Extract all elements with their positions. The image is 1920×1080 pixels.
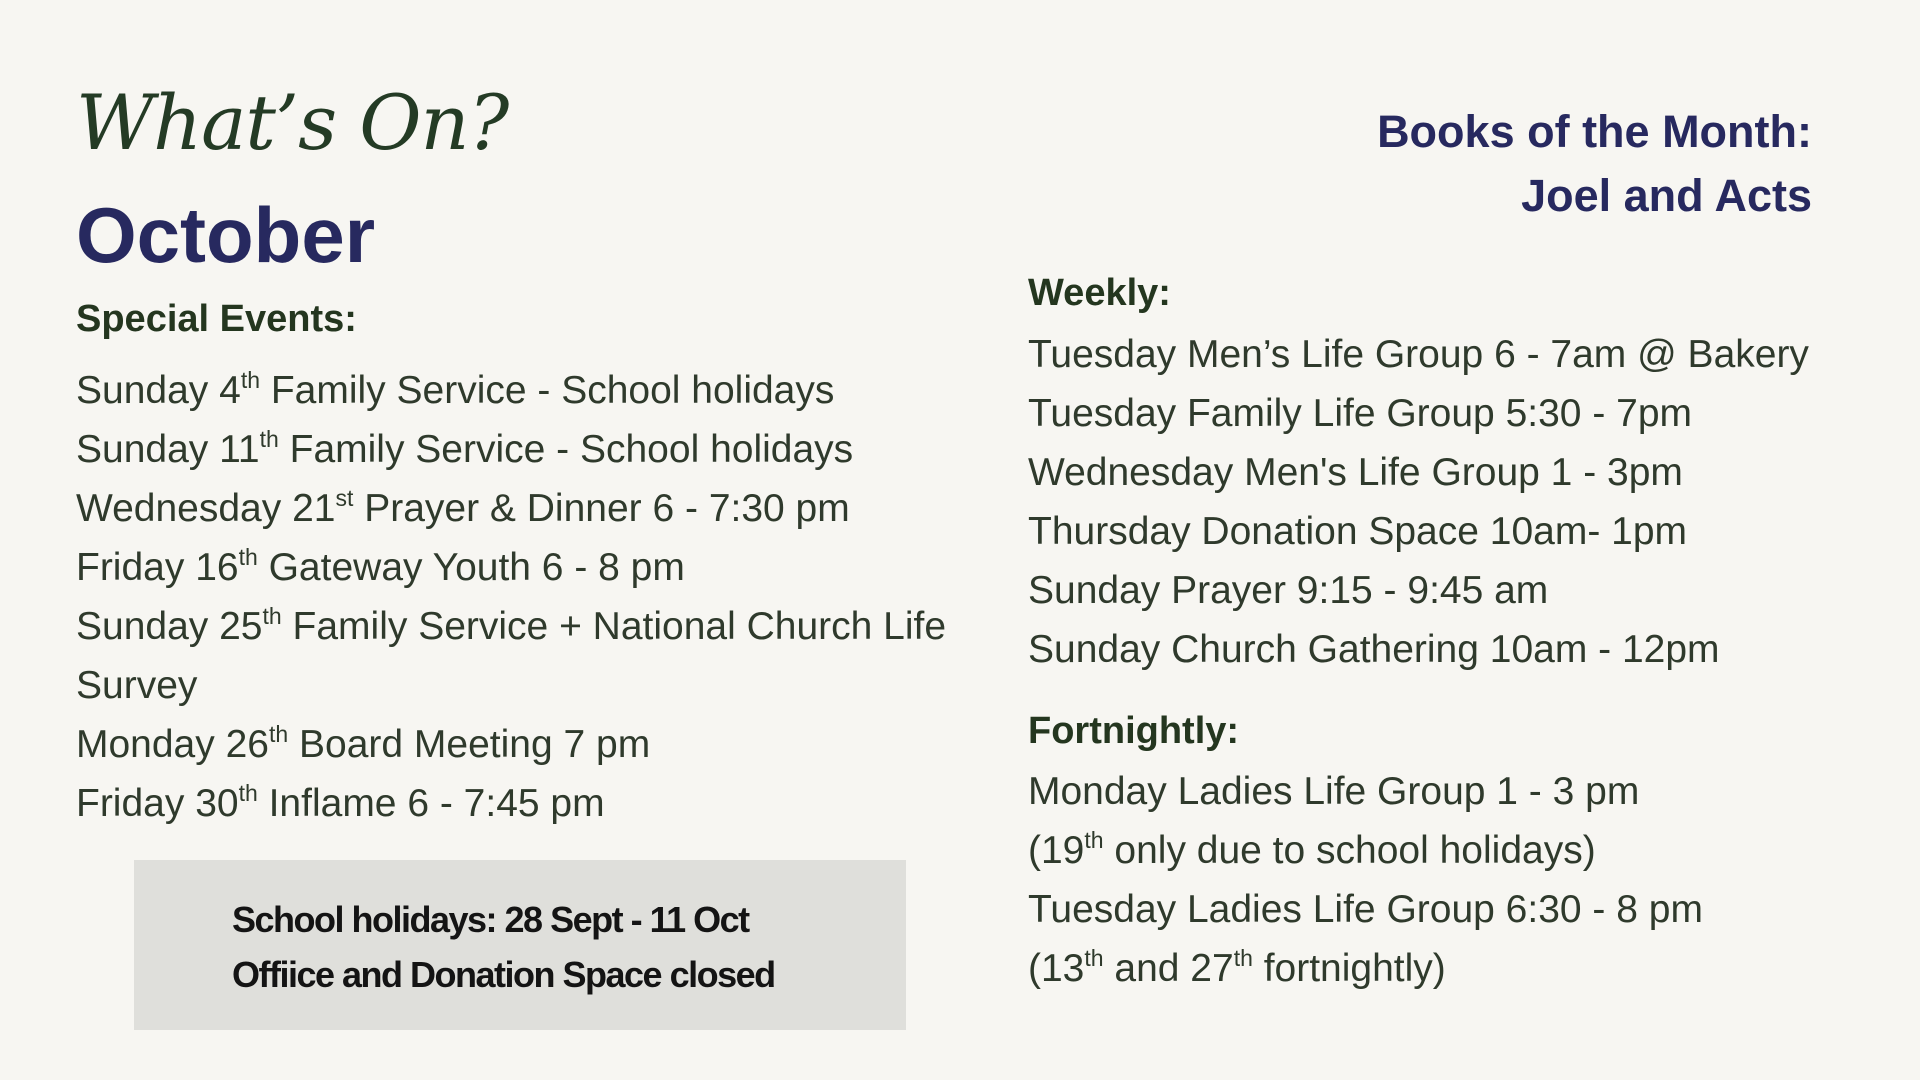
list-item: Tuesday Ladies Life Group 6:30 - 8 pm: [1028, 888, 1703, 931]
list-item: Sunday Church Gathering 10am - 12pm: [1028, 628, 1720, 671]
list-item: Wednesday 21st Prayer & Dinner 6 - 7:30 pm: [76, 485, 850, 530]
books-label: Books of the Month:: [1377, 106, 1812, 157]
list-item-continuation: Survey: [76, 664, 198, 707]
list-item: Wednesday Men's Life Group 1 - 3pm: [1028, 451, 1683, 494]
list-item: Sunday 4th Family Service - School holidays: [76, 367, 835, 412]
list-item: Sunday Prayer 9:15 - 9:45 am: [1028, 569, 1549, 612]
list-item: Thursday Donation Space 10am- 1pm: [1028, 510, 1688, 553]
weekly-heading: Weekly:: [1028, 272, 1171, 314]
list-item: Friday 30th Inflame 6 - 7:45 pm: [76, 780, 605, 825]
books-titles: Joel and Acts: [1521, 170, 1812, 221]
notice-line: School holidays: 28 Sept - 11 Oct: [232, 899, 749, 940]
notice-line: Offiice and Donation Space closed: [232, 954, 775, 995]
list-item: Friday 16th Gateway Youth 6 - 8 pm: [76, 544, 685, 589]
special-events-list: [76, 361, 946, 833]
list-item: Monday 26th Board Meeting 7 pm: [76, 721, 651, 766]
list-item-note: (19th only due to school holidays): [1028, 827, 1596, 872]
special-events-heading: Special Events:: [76, 298, 357, 340]
fortnightly-heading: Fortnightly:: [1028, 710, 1240, 752]
list-item-note: (13th and 27th fortnightly): [1028, 945, 1446, 990]
weekly-list: [1028, 325, 1809, 679]
month-heading: October: [76, 191, 376, 279]
whats-on-title: What’s On?: [76, 78, 509, 167]
list-item: Tuesday Men’s Life Group 6 - 7am @ Bakery: [1028, 333, 1809, 376]
school-holidays-notice: [134, 860, 906, 1030]
fortnightly-list: [1028, 762, 1703, 998]
list-item: Tuesday Family Life Group 5:30 - 7pm: [1028, 392, 1693, 435]
books-of-the-month: [1377, 100, 1812, 228]
list-item: Sunday 11th Family Service - School holidays: [76, 426, 854, 471]
list-item: Sunday 25th Family Service + National Church Life: [76, 603, 947, 648]
list-item: Monday Ladies Life Group 1 - 3 pm: [1028, 770, 1640, 813]
